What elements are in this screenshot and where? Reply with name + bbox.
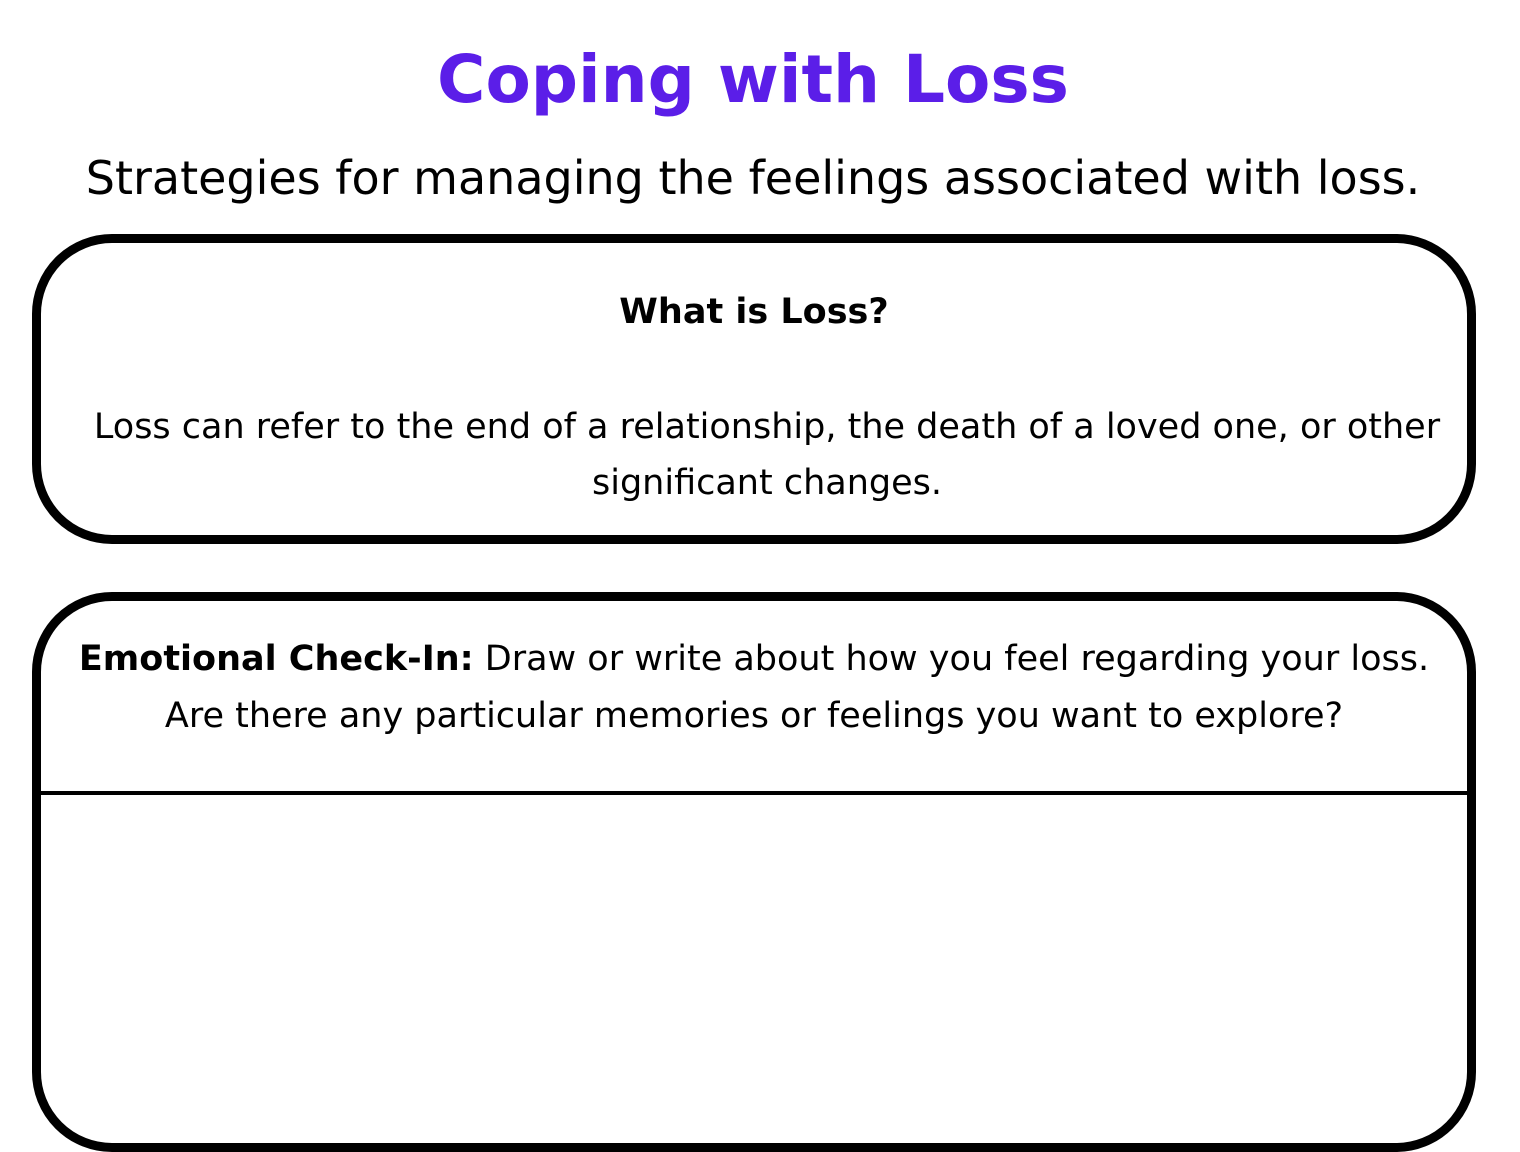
emotional-check-in-label: Emotional Check-In: <box>78 639 474 679</box>
emotional-check-in-prompt <box>63 631 1445 745</box>
page-title: Coping with Loss <box>437 41 1069 118</box>
emotional-check-in-instructions: Draw or write about how you feel regarding your loss. Are there any particular memories or feelings you want to explore? <box>164 639 1430 736</box>
drawing-writing-area[interactable] <box>41 795 1467 1143</box>
emotional-check-in-box <box>32 592 1476 1152</box>
what-is-loss-box <box>32 234 1476 544</box>
what-is-loss-heading: What is Loss? <box>619 292 889 332</box>
page-subtitle: Strategies for managing the feelings associated with loss. <box>85 151 1421 205</box>
what-is-loss-text: Loss can refer to the end of a relationship, the death of a loved one, or other significant changes. <box>93 407 1441 503</box>
